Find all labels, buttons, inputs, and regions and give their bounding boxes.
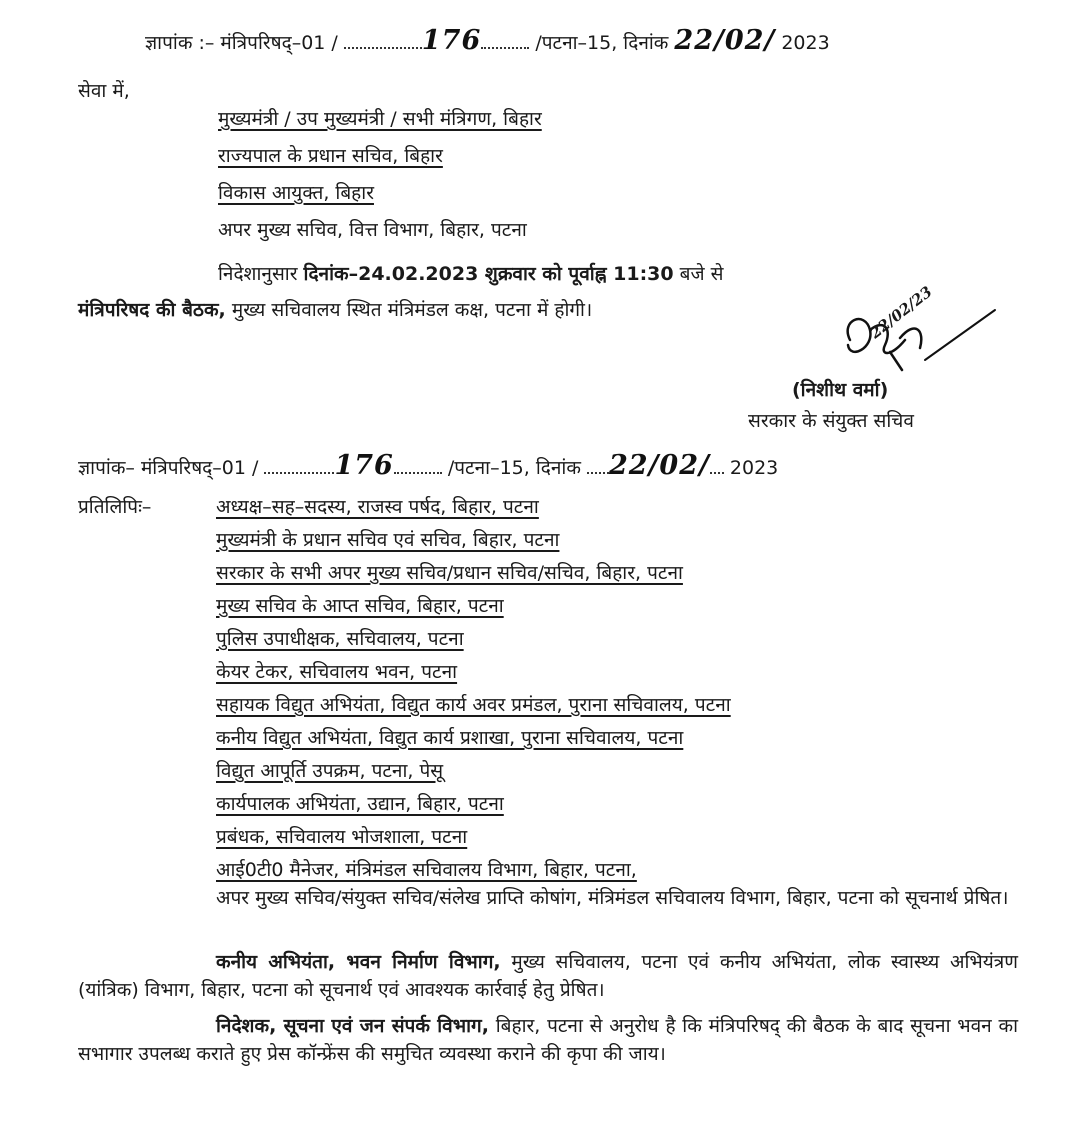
copy-recipient: मुख्य सचिव के आप्त सचिव, बिहार, पटना bbox=[216, 595, 504, 617]
notice-lead: निदेशानुसार bbox=[218, 263, 298, 285]
year: 2023 bbox=[781, 32, 830, 54]
engineers-text: मुख्य सचिवालय, पटना एवं कनीय अभियंता, लोक स्वास्थ्य अभियंत्रण (यांत्रिक) विभाग, बिहार, पटना को सूचनार्थ एवं आवश्यक कार्रवाई हेतु प्रेषित। bbox=[78, 951, 1019, 1001]
copy-recipient: अध्यक्ष–सह–सदस्य, राजस्व पर्षद, बिहार, पटना bbox=[216, 496, 539, 518]
meeting-notice-line-2 bbox=[78, 297, 592, 323]
press-heading: निदेशक, सूचना एवं जन संपर्क विभाग, bbox=[216, 1015, 489, 1037]
number-blank bbox=[481, 29, 529, 49]
recipient-2: राज्यपाल के प्रधान सचिव, बिहार bbox=[218, 145, 443, 167]
place-label: /पटना–15, दिनांक bbox=[447, 457, 581, 479]
copy-recipient: सहायक विद्युत अभियंता, विद्युत कार्य अवर प्रमंडल, पुराना सचिवालय, पटना bbox=[216, 694, 731, 716]
signatory-designation: सरकार के संयुक्त सचिव bbox=[748, 410, 914, 432]
copy-recipient: कनीय विद्युत अभियंता, विद्युत कार्य प्रशाखा, पुराना सचिवालय, पटना bbox=[216, 727, 684, 749]
handwritten-date: 22/02/ bbox=[674, 25, 776, 56]
memo-header-2 bbox=[78, 450, 779, 481]
meeting-date-time: दिनांक–24.02.2023 शुक्रवार को पूर्वाह्न 11:30 bbox=[303, 263, 674, 285]
date-blank bbox=[587, 454, 609, 474]
meeting-notice-line-1 bbox=[218, 261, 1018, 287]
number-blank bbox=[394, 454, 442, 474]
copy-recipient: केयर टेकर, सचिवालय भवन, पटना bbox=[216, 661, 458, 683]
gyapank-label: ज्ञापांक :– मंत्रिपरिषद्–01 / bbox=[145, 32, 338, 54]
memo-number: 176 bbox=[421, 25, 482, 56]
memo-number: 176 bbox=[334, 450, 394, 481]
copy-recipient: प्रबंधक, सचिवालय भोजशाला, पटना bbox=[216, 826, 468, 848]
engineers-heading: कनीय अभियंता, भवन निर्माण विभाग, bbox=[216, 951, 501, 973]
gyapank-label: ज्ञापांक– मंत्रिपरिषद्–01 / bbox=[78, 457, 259, 479]
copy-recipient: कार्यपालक अभियंता, उद्यान, बिहार, पटना bbox=[216, 793, 504, 815]
paragraph-press bbox=[78, 1012, 1018, 1068]
meeting-title: मंत्रिपरिषद की बैठक, bbox=[78, 299, 226, 321]
copy-recipient: विद्युत आपूर्ति उपक्रम, पटना, पेसू bbox=[216, 760, 444, 782]
memo-header-1 bbox=[145, 25, 830, 56]
meeting-venue: मुख्य सचिवालय स्थित मंत्रिमंडल कक्ष, पटना में होगी। bbox=[231, 299, 593, 321]
copy-label: प्रतिलिपिः– bbox=[78, 496, 152, 518]
press-text: बिहार, पटना से अनुरोध है कि मंत्रिपरिषद् की बैठक के बाद सूचना भवन का सभागार उपलब्ध कराते हुए प्रेस कॉन्फ्रेंस की समुचित व्यवस्था कराने की कृपा की जाय। bbox=[78, 1015, 1018, 1065]
copy-recipient: पुलिस उपाधीक्षक, सचिवालय, पटना bbox=[216, 628, 464, 650]
notice-time-suffix: बजे से bbox=[679, 263, 724, 285]
number-blank bbox=[344, 29, 422, 49]
signature-date: 22/02/23 bbox=[866, 282, 936, 343]
salutation: सेवा में, bbox=[78, 80, 130, 102]
number-blank bbox=[264, 454, 334, 474]
year: 2023 bbox=[729, 457, 779, 479]
recipient-3: विकास आयुक्त, बिहार bbox=[218, 182, 374, 204]
place-label: /पटना–15, दिनांक bbox=[535, 32, 669, 54]
signatory-name: (निशीथ वर्मा) bbox=[792, 379, 889, 401]
paragraph-engineers bbox=[78, 948, 1018, 1004]
paragraph-forwarding: अपर मुख्य सचिव/संयुक्त सचिव/संलेख प्राप्ति कोषांग, मंत्रिमंडल सचिवालय विभाग, बिहार, पटना को सूचनार्थ प्रेषित। bbox=[216, 887, 1009, 909]
recipient-1: मुख्यमंत्री / उप मुख्यमंत्री / सभी मंत्रिगण, बिहार bbox=[218, 108, 542, 130]
copy-recipient: आई0टी0 मैनेजर, मंत्रिमंडल सचिवालय विभाग, बिहार, पटना, bbox=[216, 859, 637, 881]
handwritten-date: 22/02/ bbox=[608, 450, 710, 481]
recipient-4: अपर मुख्य सचिव, वित्त विभाग, बिहार, पटना bbox=[218, 219, 527, 241]
copy-recipient: सरकार के सभी अपर मुख्य सचिव/प्रधान सचिव/सचिव, बिहार, पटना bbox=[216, 562, 683, 584]
date-blank bbox=[710, 454, 724, 474]
copy-recipient: मुख्यमंत्री के प्रधान सचिव एवं सचिव, बिहार, पटना bbox=[216, 529, 560, 551]
